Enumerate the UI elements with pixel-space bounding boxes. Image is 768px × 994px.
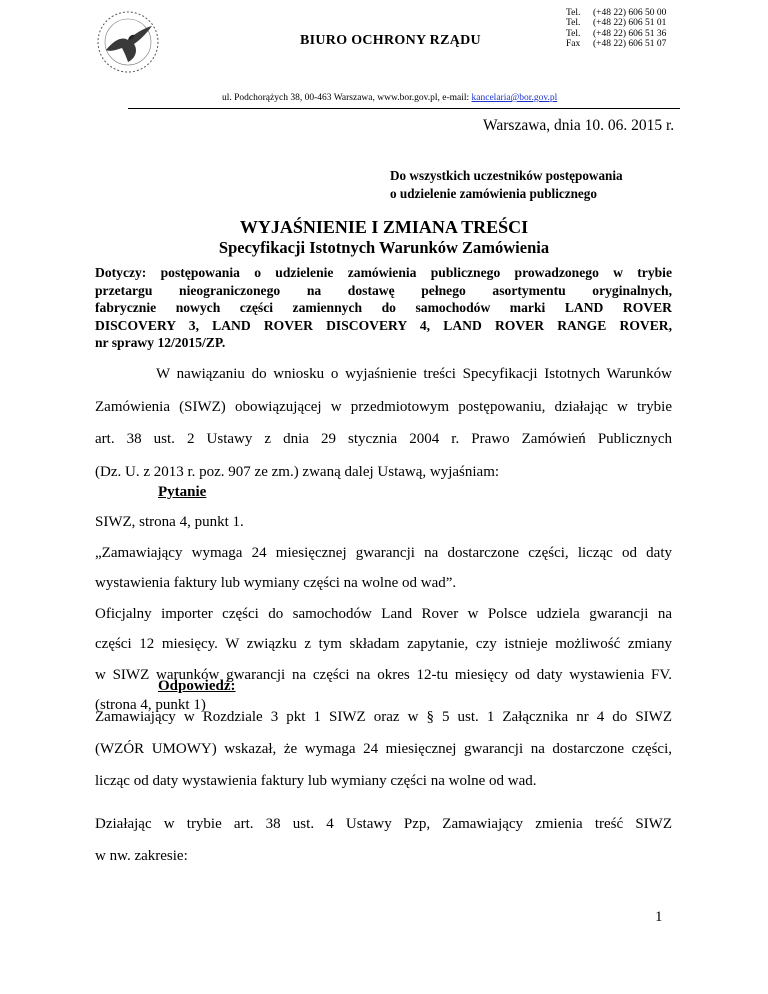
- subject-line: przetargu nieograniczonego na dostawę pełnego asortymentu oryginalnych,: [95, 282, 672, 298]
- contact-phone-1: Tel. (+48 22) 606 50 00: [566, 8, 667, 18]
- answer-line: licząc od daty wystawienia faktury lub wymiany części na wolne od wad.: [95, 773, 537, 789]
- subject-line: DISCOVERY 3, LAND ROVER DISCOVERY 4, LAND ROVER RANGE ROVER,: [95, 317, 672, 333]
- question-heading: Pytanie: [158, 484, 207, 500]
- addressee-line: Do wszystkich uczestników postępowania: [390, 168, 623, 183]
- answer-line: (WZÓR UMOWY) wskazał, że wymaga 24 miesięcznej gwarancji na dostarczone części,: [95, 741, 672, 757]
- document-subtitle: Specyfikacji Istotnych Warunków Zamówienia: [218, 238, 550, 257]
- contact-numbers: [566, 8, 666, 49]
- header-divider: [128, 108, 680, 109]
- question-line: „Zamawiający wymaga 24 miesięcznej gwarancji na dostarczone części, licząc od daty: [95, 544, 672, 561]
- subject-paragraph: [95, 264, 672, 352]
- eagle-emblem-icon: [92, 6, 164, 78]
- subject-line: nr sprawy 12/2015/ZP.: [95, 335, 226, 350]
- question-line: (strona 4, punkt 1): [95, 697, 206, 713]
- email-link[interactable]: kancelaria@bor.gov.pl: [471, 93, 558, 103]
- question-line: w SIWZ warunków gwarancji na części na okres 12-tu miesięcy od daty wystawienia FV.: [95, 666, 672, 683]
- addressee-block: [390, 167, 623, 203]
- answer-line: Zamawiający w Rozdziale 3 pkt 1 SIWZ oraz w § 5 ust. 1 Załącznika nr 4 do SIWZ: [95, 709, 672, 725]
- document-title: WYJAŚNIENIE I ZMIANA TREŚCI: [239, 217, 529, 237]
- date-line: Warszawa, dnia 10. 06. 2015 r.: [483, 117, 675, 134]
- question-line: SIWZ, strona 4, punkt 1.: [95, 514, 244, 530]
- answer-heading: Odpowiedź:: [158, 678, 236, 694]
- question-line: Oficjalny importer części do samochodów Land Rover w Polsce udziela gwarancji na: [95, 605, 672, 622]
- question-line: części 12 miesięcy. W związku z tym składam zapytanie, czy istnieje możliwość zmiany: [95, 636, 672, 652]
- addressee-line: o udzielenie zamówienia publicznego: [390, 186, 597, 201]
- address-text: ul. Podchorążych 38, 00-463 Warszawa, www.bor.gov.pl, e-mail:: [222, 93, 470, 103]
- amendment-line: Działając w trybie art. 38 ust. 4 Ustawy Pzp, Zamawiający zmienia treść SIWZ: [95, 816, 672, 832]
- amendment-paragraph: [95, 808, 672, 872]
- intro-paragraph: [95, 358, 672, 488]
- page-number: 1: [655, 909, 663, 925]
- intro-line: Zamówienia (SIWZ) obowiązującej w przedmiotowym postępowaniu, działając w trybie: [95, 398, 672, 415]
- intro-line: (Dz. U. z 2013 r. poz. 907 ze zm.) zwaną dalej Ustawą, wyjaśniam:: [95, 463, 500, 480]
- contact-phone-2: Tel. (+48 22) 606 51 01: [566, 18, 667, 29]
- address-line: [222, 93, 557, 103]
- contact-phone-3: Tel. (+48 22) 606 51 36: [566, 28, 667, 39]
- intro-line: W nawiązaniu do wniosku o wyjaśnienie treści Specyfikacji Istotnych Warunków: [156, 366, 672, 382]
- question-line: wystawienia faktury lub wymiany części na wolne od wad”.: [95, 575, 457, 591]
- intro-line: art. 38 ust. 2 Ustawy z dnia 29 stycznia 2004 r. Prawo Zamówień Publicznych: [95, 431, 672, 447]
- subject-line: fabrycznie nowych części zamiennych do samochodów marki LAND ROVER: [95, 300, 672, 315]
- amendment-line: w nw. zakresie:: [95, 848, 188, 864]
- answer-paragraph: [95, 701, 672, 797]
- organization-name: BIURO OCHRONY RZĄDU: [300, 33, 481, 48]
- subject-line: Dotyczy: postępowania o udzielenie zamówienia publicznego prowadzonego w trybie: [95, 265, 672, 280]
- contact-fax: Fax (+48 22) 606 51 07: [566, 38, 667, 49]
